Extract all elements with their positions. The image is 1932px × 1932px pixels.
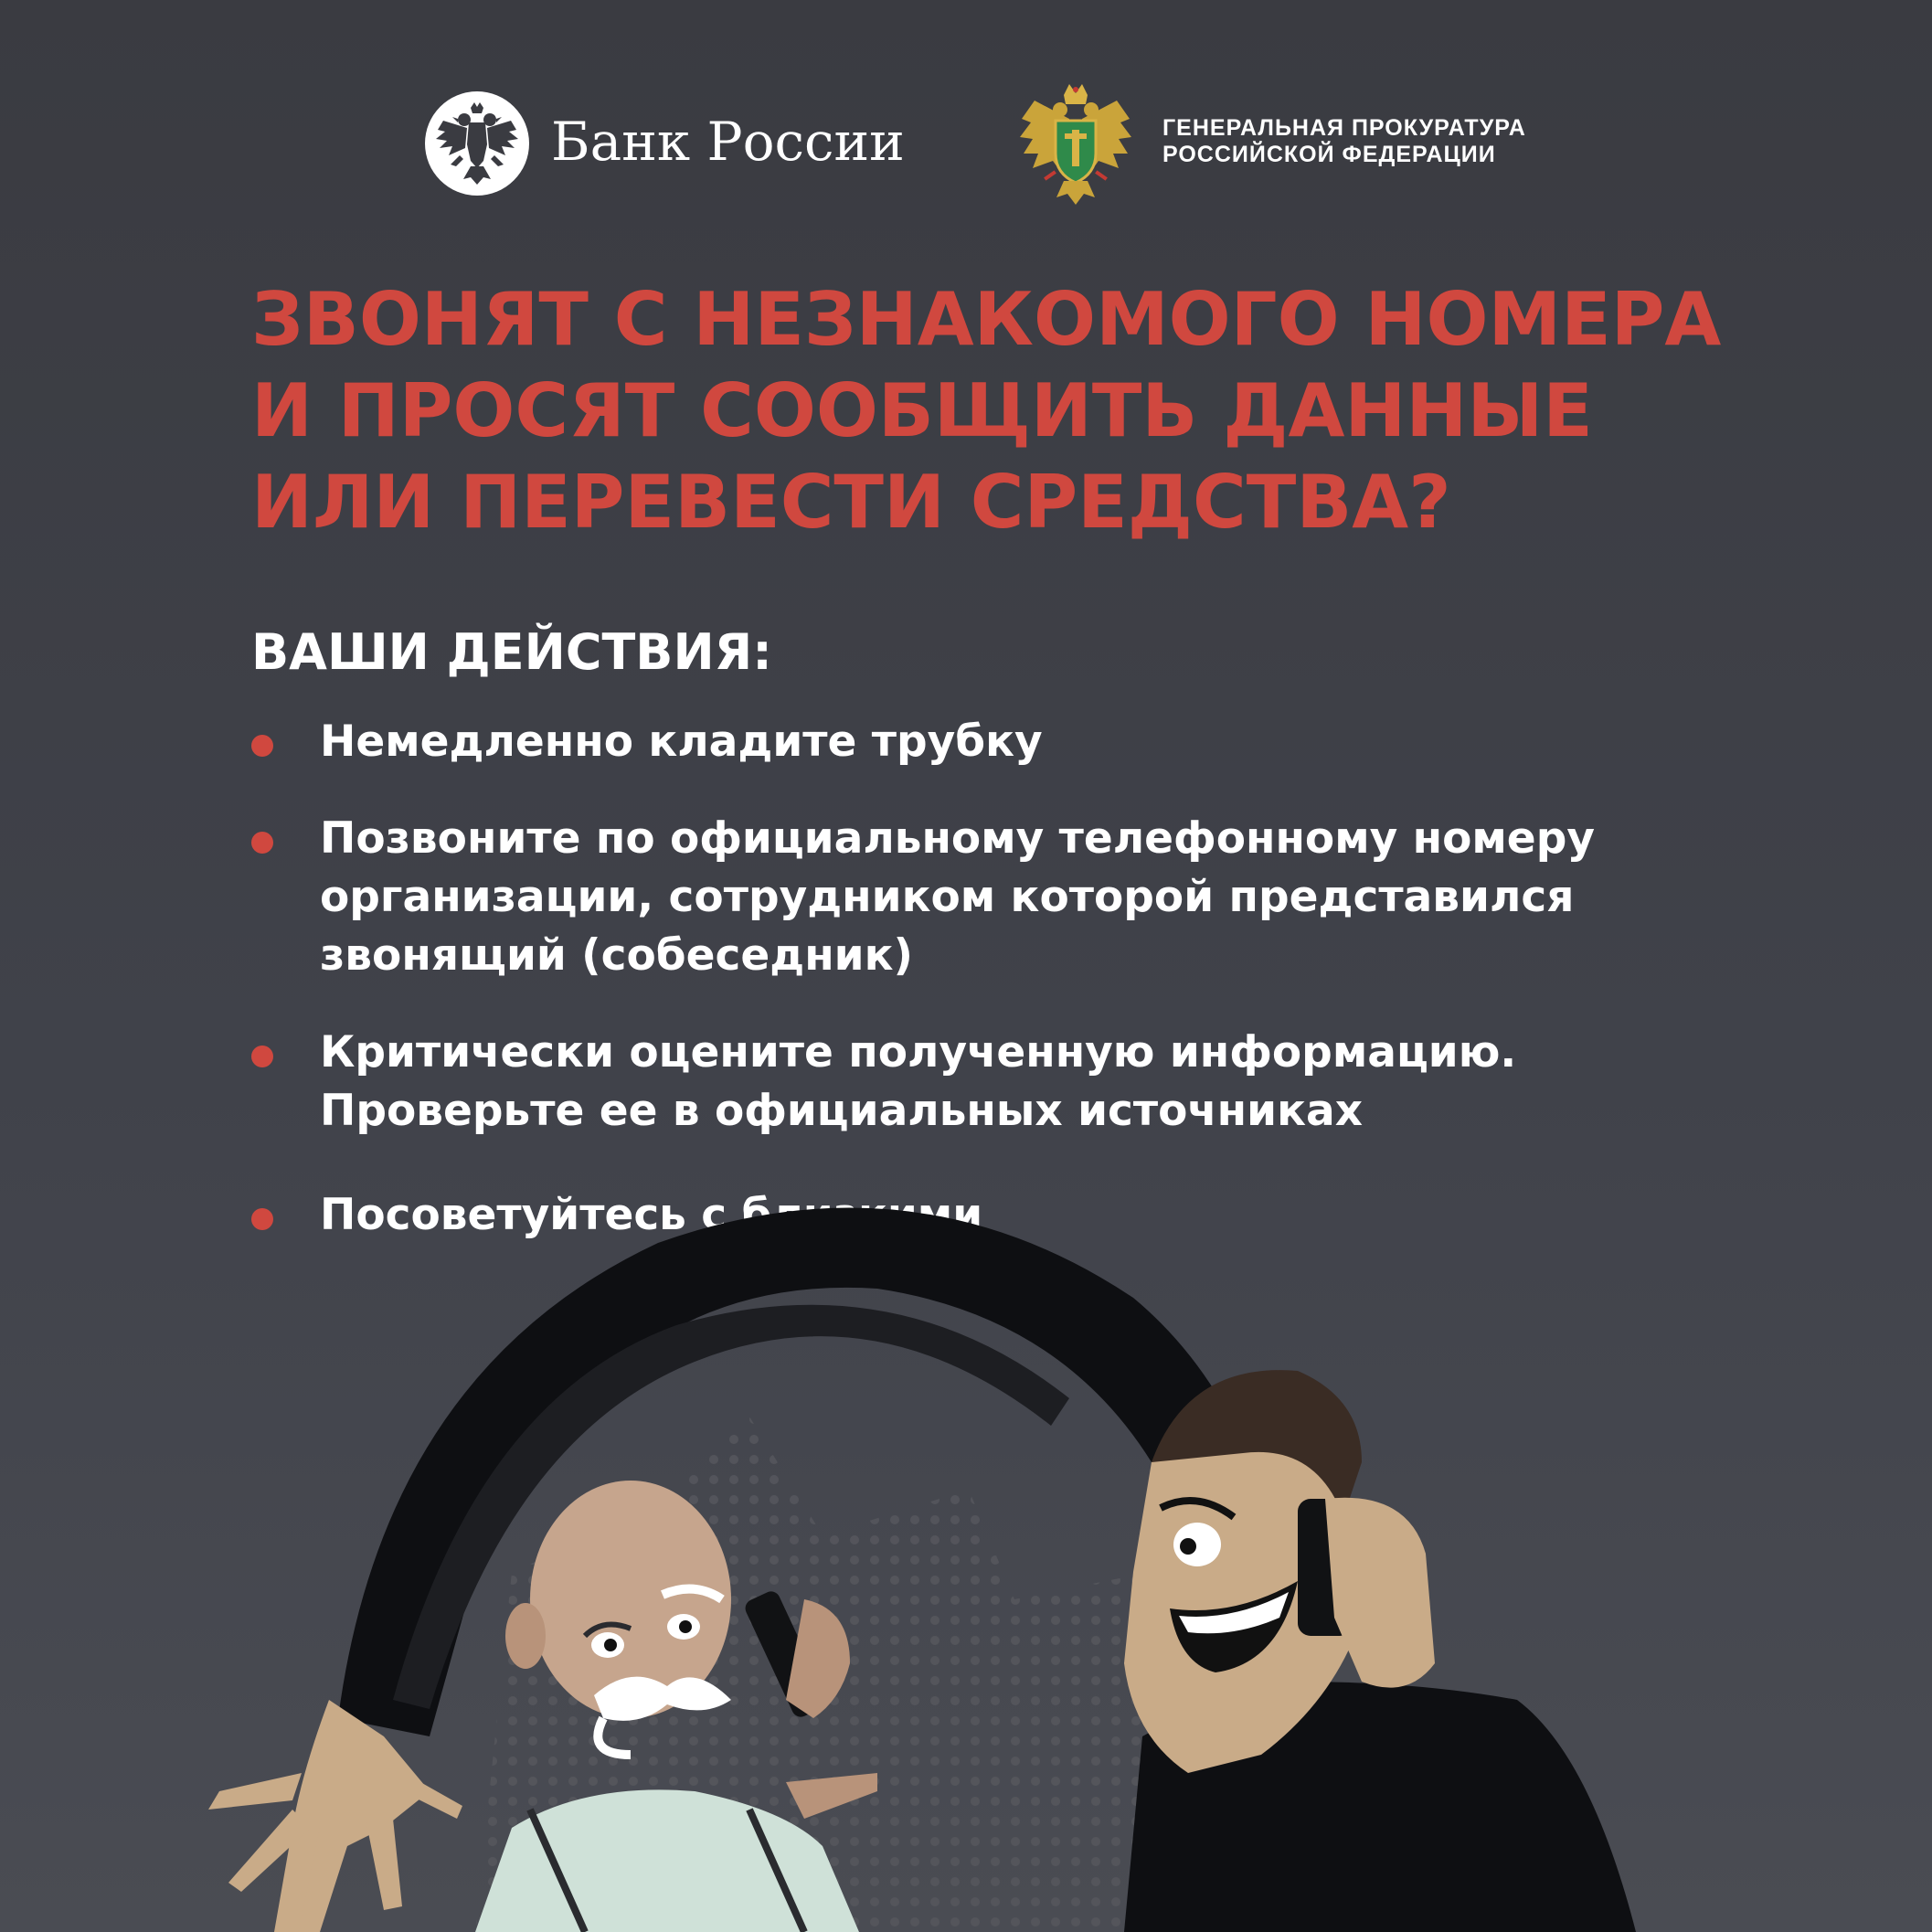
action-text-line: Проверьте ее в официальных источниках	[320, 1086, 1364, 1136]
action-text-line: Позвоните по официальному телефонному номеру	[320, 813, 1595, 864]
scammer-character	[1124, 1370, 1636, 1932]
prosecutor-emblem-icon	[1016, 82, 1135, 206]
headline-line-2: И ПРОСЯТ СООБЩИТЬ ДАННЫЕ	[251, 368, 1593, 453]
action-text-line: Посоветуйтесь с близкими	[320, 1190, 983, 1240]
headline	[251, 274, 1722, 548]
actions-list	[251, 713, 1714, 1245]
action-text-line: звонящий (собеседник)	[320, 930, 913, 981]
red-dot-icon	[251, 832, 273, 854]
bank-of-russia-eagle-icon	[423, 90, 531, 197]
action-text-line: Критически оцените полученную информацию.	[320, 1027, 1517, 1077]
action-text-line: организации, сотрудником которой представился	[320, 872, 1575, 922]
bank-name: Банк России	[551, 111, 905, 173]
actions-title: ВАШИ ДЕЙСТВИЯ:	[251, 623, 772, 681]
prosecutor-name-line-1: ГЕНЕРАЛЬНАЯ ПРОКУРАТУРА	[1162, 115, 1526, 141]
red-dot-icon	[251, 1046, 273, 1067]
red-dot-icon	[251, 735, 273, 757]
action-item	[251, 713, 1714, 771]
action-text-line: Немедленно кладите трубку	[320, 717, 1043, 767]
action-item	[251, 810, 1714, 985]
scam-call-illustration	[0, 1188, 1932, 1932]
header	[0, 82, 1932, 210]
action-item	[251, 1024, 1714, 1141]
headline-line-3: ИЛИ ПЕРЕВЕСТИ СРЕДСТВА?	[251, 460, 1451, 545]
headline-line-1: ЗВОНЯТ С НЕЗНАКОМОГО НОМЕРА	[251, 277, 1722, 362]
prosecutor-name-line-2: РОССИЙСКОЙ ФЕДЕРАЦИИ	[1162, 142, 1496, 167]
prosecutor-office-name	[1162, 115, 1526, 168]
